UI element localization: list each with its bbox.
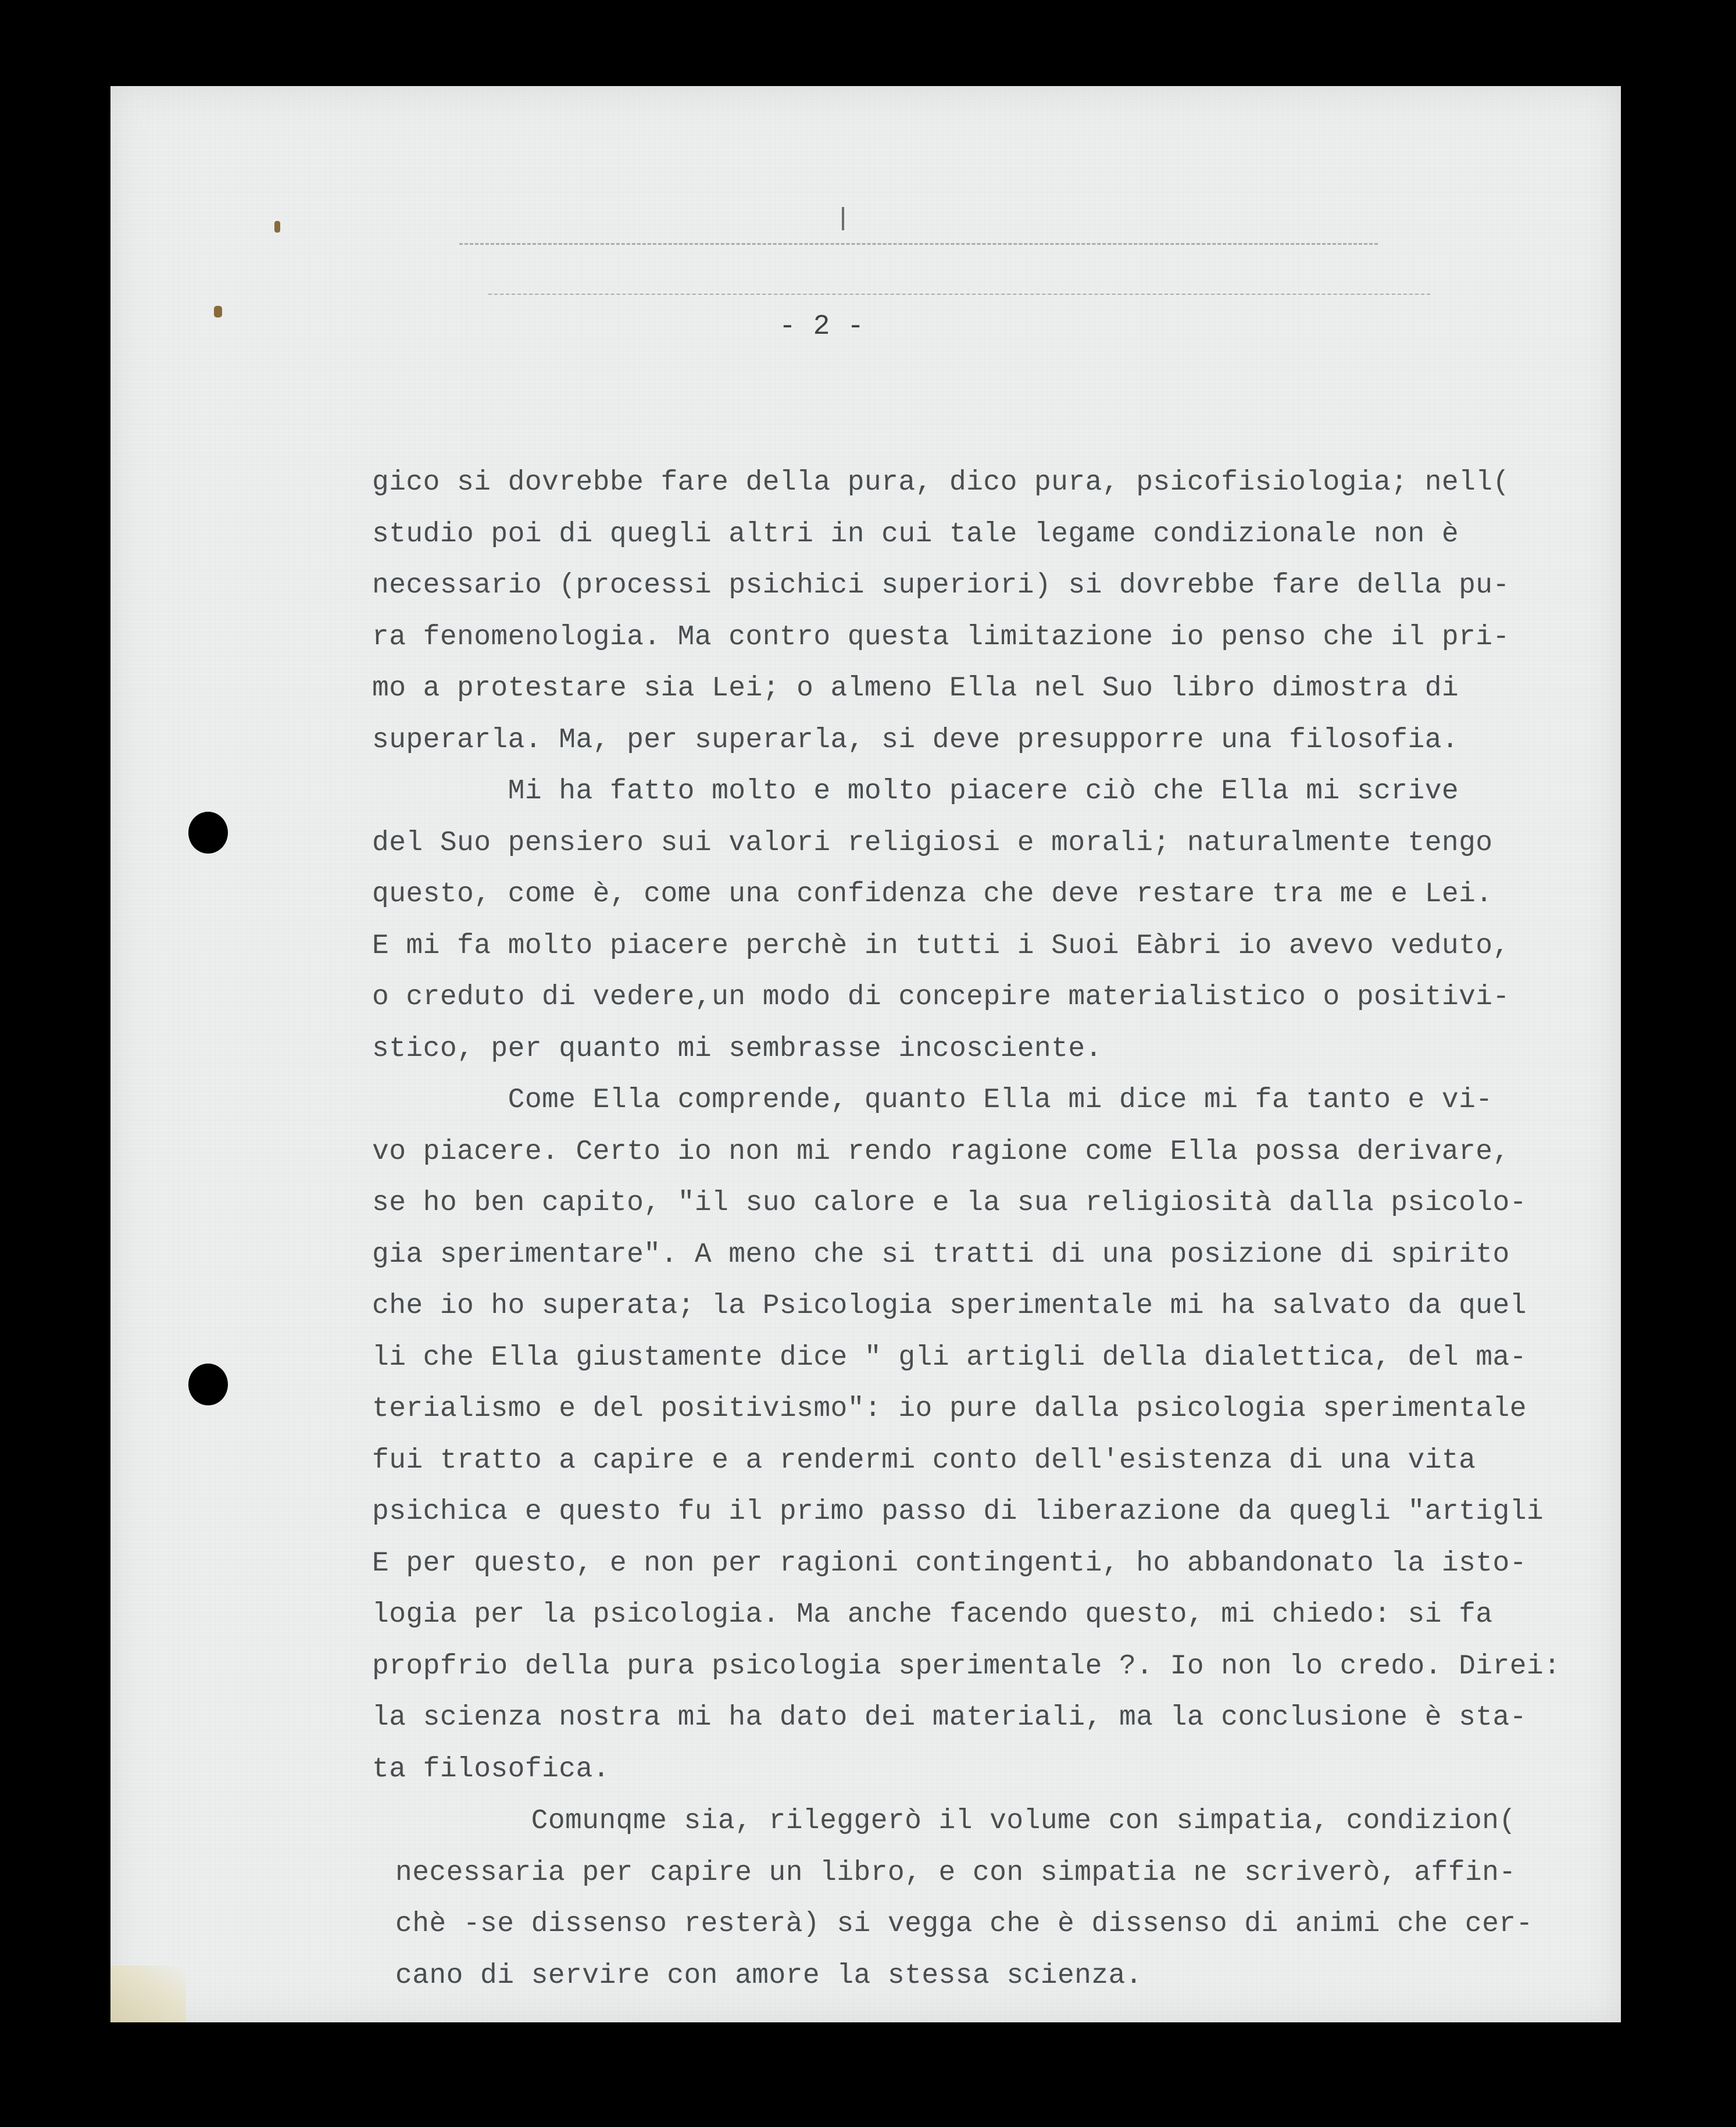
rust-spot-2 xyxy=(214,306,222,317)
text-line: Come Ella comprende, quanto Ella mi dice mi fa tanto e vi- xyxy=(372,1084,1493,1116)
text-line: chè -se dissenso resterà) si vegga che è dissenso di animi che cer- xyxy=(395,1908,1533,1940)
text-line: se ho ben capito, "il suo calore e la sua religiosità dalla psicolo- xyxy=(372,1187,1527,1219)
text-line: terialismo e del positivismo": io pure dalla psicologia sperimentale xyxy=(372,1393,1527,1425)
text-line: o creduto di vedere,un modo di concepire materialistico o positivi- xyxy=(372,982,1510,1013)
punch-hole-top xyxy=(188,812,228,854)
punch-hole-bottom xyxy=(188,1364,228,1405)
text-line: necessaria per capire un libro, e con simpatia ne scriverò, affin- xyxy=(395,1857,1516,1889)
rust-spot-1 xyxy=(274,221,280,233)
dotted-rule-bottom xyxy=(488,294,1430,295)
paper-stain-corner xyxy=(110,1965,186,2022)
text-line: superarla. Ma, per superarla, si deve presupporre una filosofia. xyxy=(372,724,1459,756)
text-line: fui tratto a capire e a rendermi conto dell'esistenza di una vita xyxy=(372,1444,1476,1476)
text-line: E mi fa molto piacere perchè in tutti i Suoi Eàbri io avevo veduto, xyxy=(372,930,1510,962)
text-line: Comunqme sia, rileggerò il volume con simpatia, condizion( xyxy=(395,1805,1516,1837)
text-line: la scienza nostra mi ha dato dei materiali, ma la conclusione è sta- xyxy=(372,1702,1527,1733)
dotted-rule-top xyxy=(459,243,1378,245)
text-line: gico si dovrebbe fare della pura, dico pura, psicofisiologia; nell( xyxy=(372,467,1510,498)
text-line: mo a protestare sia Lei; o almeno Ella nel Suo libro dimostra di xyxy=(372,673,1459,704)
text-line: logia per la psicologia. Ma anche facendo questo, mi chiedo: si fa xyxy=(372,1599,1493,1630)
text-line: li che Ella giustamente dice " gli artigli della dialettica, del ma- xyxy=(372,1341,1527,1373)
text-line: questo, come è, come una confidenza che deve restare tra me e Lei. xyxy=(372,879,1493,910)
text-line: ra fenomenologia. Ma contro questa limitazione io penso che il pri- xyxy=(372,621,1510,653)
text-line: che io ho superata; la Psicologia sperimentale mi ha salvato da quel xyxy=(372,1290,1527,1322)
page-number: - 2 - xyxy=(779,311,865,342)
text-line: stico, per quanto mi sembrasse incosciente. xyxy=(372,1033,1102,1065)
text-line: del Suo pensiero sui valori religiosi e morali; naturalmente tengo xyxy=(372,827,1493,859)
text-line: propfrio della pura psicologia sperimentale ?. Io non lo credo. Direi: xyxy=(372,1650,1561,1682)
text-line: cano di servire con amore la stessa scienza. xyxy=(395,1960,1143,1992)
text-line: necessario (processi psichici superiori) si dovrebbe fare della pu- xyxy=(372,570,1510,601)
ink-mark xyxy=(842,207,844,230)
text-line: E per questo, e non per ragioni contingenti, ho abbandonato la isto- xyxy=(372,1547,1527,1579)
text-line: studio poi di quegli altri in cui tale legame condizionale non è xyxy=(372,518,1459,550)
text-line: Mi ha fatto molto e molto piacere ciò che Ella mi scrive xyxy=(372,776,1459,807)
text-line: ta filosofica. xyxy=(372,1753,610,1785)
text-line: gia sperimentare". A meno che si tratti di una posizione di spirito xyxy=(372,1239,1510,1271)
text-line: psichica e questo fu il primo passo di liberazione da quegli "artigli xyxy=(372,1496,1544,1528)
text-line: vo piacere. Certo io non mi rendo ragione come Ella possa derivare, xyxy=(372,1136,1510,1168)
